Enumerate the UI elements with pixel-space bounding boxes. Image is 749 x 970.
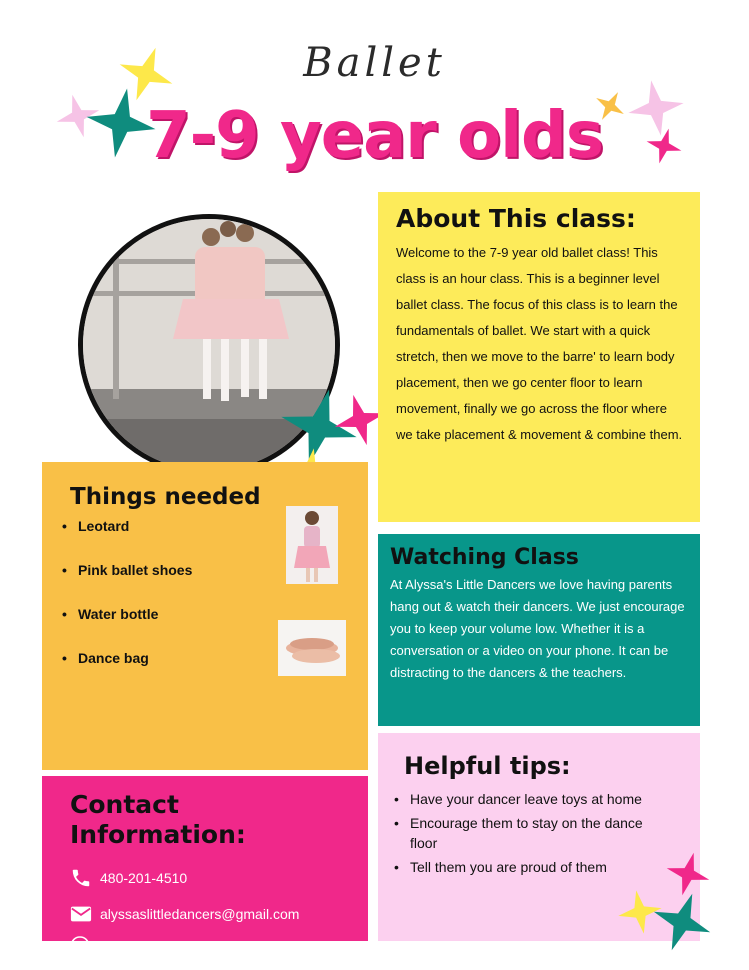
helpful-tips-title: Helpful tips: <box>404 752 571 780</box>
leotard-photo <box>286 506 338 584</box>
phone-icon <box>70 867 100 889</box>
list-item: • Encourage them to stay on the dance floor <box>394 813 644 853</box>
contact-address: 41327 W. Little Dr. <box>100 942 215 958</box>
contact-address-row <box>70 932 354 968</box>
helpful-tips-list <box>394 789 684 877</box>
contact-email-row <box>70 896 354 932</box>
contact-email[interactable]: alyssaslittledancers@gmail.com <box>100 906 300 922</box>
list-item: • Leotard <box>62 516 354 560</box>
watching-body: At Alyssa's Little Dancers we love having parents hang out & watch their dancers. We just encourage you to keep your volume low. Whether it is a conversation or a video on your phone. It can be distracting to the dancers & the teachers. <box>390 577 685 680</box>
list-item: • Pink ballet shoes <box>62 560 354 604</box>
contact-title: Contact Information: <box>70 790 246 849</box>
list-item: • Have your dancer leave toys at home <box>394 789 644 809</box>
envelope-icon <box>70 905 100 923</box>
ballet-shoes-photo <box>278 620 346 676</box>
page-title: 7-9 year olds <box>146 99 603 173</box>
about-title: About This class: <box>396 204 636 233</box>
watching-card <box>378 534 700 726</box>
about-card <box>378 192 700 522</box>
list-item: • Tell them you are proud of them <box>394 857 644 877</box>
star-icon <box>666 852 710 896</box>
contact-card <box>42 776 368 958</box>
script-title: Ballet <box>303 40 446 86</box>
watching-title: Watching Class <box>390 545 579 570</box>
map-pin-icon <box>70 936 100 964</box>
contact-phone-row <box>70 860 354 896</box>
things-needed-title: Things needed <box>70 484 261 510</box>
list-item: • Water bottle <box>62 604 354 648</box>
about-body: Welcome to the 7-9 year old ballet class! This class is an hour class. This is a beginner level ballet class. The focus of this class is to learn the fundamentals of ballet. We start with a quick stretch, then we move to the barre' to learn body placement, then we go center floor to learn movement, finally we go across the floor where we take placement & movement & combine them. <box>396 245 683 442</box>
contact-phone[interactable]: 480-201-4510 <box>100 870 188 886</box>
list-item: • Dance bag <box>62 648 354 692</box>
star-icon <box>652 892 712 952</box>
